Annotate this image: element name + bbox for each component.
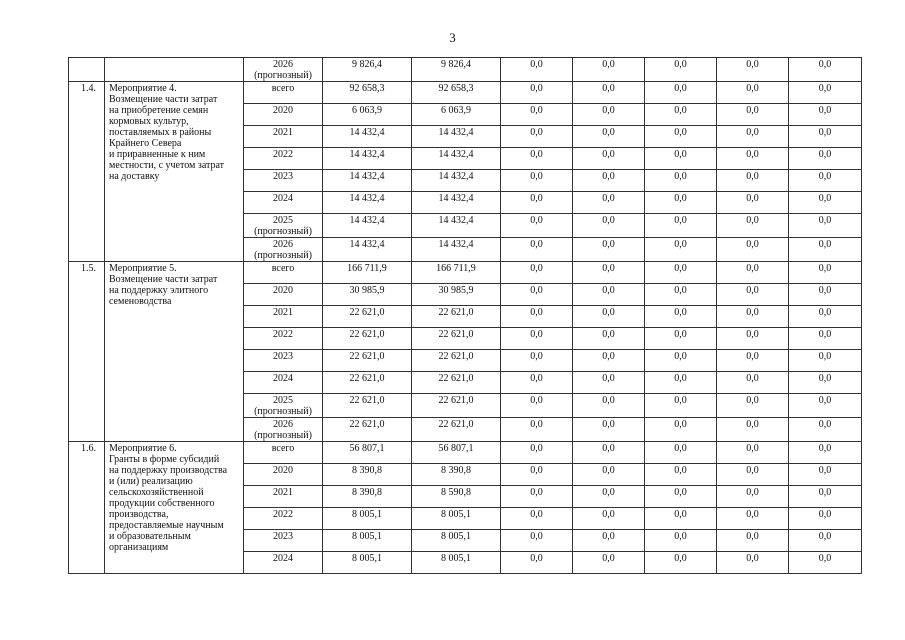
zero-amount-cell: 0,0 (717, 552, 789, 574)
year-label: 2024 (273, 193, 293, 204)
amount-cell: 8 390,8 (412, 464, 501, 486)
zero-amount-cell: 0,0 (573, 284, 645, 306)
amount-cell: 56 807,1 (323, 442, 412, 464)
zero-amount-cell: 0,0 (645, 284, 717, 306)
zero-amount-cell: 0,0 (717, 82, 789, 104)
zero-amount-cell: 0,0 (717, 486, 789, 508)
zero-amount-cell: 0,0 (501, 508, 573, 530)
year-label: 2022 (273, 149, 293, 160)
zero-amount-cell: 0,0 (789, 170, 862, 192)
amount-cell: 14 432,4 (412, 170, 501, 192)
amount-cell: 14 432,4 (412, 214, 501, 238)
zero-amount-cell: 0,0 (789, 284, 862, 306)
zero-amount-cell: 0,0 (573, 82, 645, 104)
zero-amount-cell: 0,0 (501, 104, 573, 126)
zero-amount-cell: 0,0 (645, 464, 717, 486)
zero-amount-cell: 0,0 (789, 394, 862, 418)
year-label: 2023 (273, 171, 293, 182)
zero-amount-cell: 0,0 (717, 170, 789, 192)
zero-amount-cell: 0,0 (645, 148, 717, 170)
zero-amount-cell: 0,0 (717, 372, 789, 394)
zero-amount-cell: 0,0 (717, 214, 789, 238)
measure-name-line: организациям (109, 542, 169, 553)
measure-name-line: поставляемых в районы (109, 127, 212, 138)
zero-amount-cell: 0,0 (573, 552, 645, 574)
measure-name-line: Мероприятие 6. (109, 443, 177, 454)
measure-name-line: Возмещение части затрат (109, 274, 218, 285)
year-label: 2025 (273, 215, 293, 226)
year-label: 2024 (273, 553, 293, 564)
zero-amount-cell: 0,0 (645, 418, 717, 442)
zero-amount-cell: 0,0 (501, 148, 573, 170)
zero-amount-cell: 0,0 (789, 104, 862, 126)
year-cell (244, 126, 323, 148)
zero-amount-cell: 0,0 (501, 442, 573, 464)
zero-amount-cell: 0,0 (717, 394, 789, 418)
amount-cell: 22 621,0 (323, 372, 412, 394)
measure-name-line: предоставляемые научным (109, 520, 224, 531)
year-cell (244, 214, 323, 238)
zero-amount-cell: 0,0 (645, 394, 717, 418)
zero-amount-cell: 0,0 (645, 214, 717, 238)
year-cell (244, 372, 323, 394)
budget-table (68, 57, 862, 574)
year-cell (244, 148, 323, 170)
zero-amount-cell: 0,0 (573, 214, 645, 238)
zero-amount-cell: 0,0 (645, 486, 717, 508)
measure-name-line: семеноводства (109, 296, 172, 307)
measure-name-line: местности, с учетом затрат (109, 160, 225, 171)
amount-cell: 8 005,1 (323, 552, 412, 574)
measure-name-line: на доставку (109, 171, 160, 182)
forecast-note: (прогнозный) (254, 226, 312, 237)
zero-amount-cell: 0,0 (645, 126, 717, 148)
zero-amount-cell: 0,0 (789, 328, 862, 350)
zero-amount-cell: 0,0 (501, 306, 573, 328)
zero-amount-cell: 0,0 (645, 530, 717, 552)
item-number: 1.5. (69, 262, 105, 442)
measure-name-line: Крайнего Севера (109, 138, 182, 149)
table-row (69, 442, 862, 464)
zero-amount-cell: 0,0 (573, 486, 645, 508)
zero-amount-cell: 0,0 (501, 552, 573, 574)
amount-cell: 14 432,4 (323, 148, 412, 170)
zero-amount-cell: 0,0 (789, 148, 862, 170)
amount-cell: 22 621,0 (323, 394, 412, 418)
amount-cell: 9 826,4 (412, 58, 501, 82)
year-cell (244, 170, 323, 192)
empty-name-cell (105, 58, 244, 82)
zero-amount-cell: 0,0 (789, 442, 862, 464)
zero-amount-cell: 0,0 (501, 58, 573, 82)
zero-amount-cell: 0,0 (717, 238, 789, 262)
table-body (69, 58, 862, 574)
amount-cell: 14 432,4 (323, 192, 412, 214)
zero-amount-cell: 0,0 (717, 464, 789, 486)
zero-amount-cell: 0,0 (501, 394, 573, 418)
amount-cell: 14 432,4 (323, 170, 412, 192)
zero-amount-cell: 0,0 (501, 350, 573, 372)
zero-amount-cell: 0,0 (789, 350, 862, 372)
year-cell (244, 350, 323, 372)
year-cell (244, 284, 323, 306)
amount-cell: 22 621,0 (412, 350, 501, 372)
zero-amount-cell: 0,0 (789, 82, 862, 104)
amount-cell: 22 621,0 (323, 350, 412, 372)
year-cell (244, 418, 323, 442)
year-label: 2026 (273, 239, 293, 250)
zero-amount-cell: 0,0 (573, 58, 645, 82)
zero-amount-cell: 0,0 (501, 284, 573, 306)
zero-amount-cell: 0,0 (501, 530, 573, 552)
zero-amount-cell: 0,0 (573, 372, 645, 394)
amount-cell: 22 621,0 (412, 394, 501, 418)
zero-amount-cell: 0,0 (645, 58, 717, 82)
zero-amount-cell: 0,0 (645, 552, 717, 574)
amount-cell: 8 590,8 (412, 486, 501, 508)
measure-name (105, 262, 244, 442)
amount-cell: 92 658,3 (412, 82, 501, 104)
amount-cell: 9 826,4 (323, 58, 412, 82)
year-cell (244, 104, 323, 126)
year-label: 2021 (273, 127, 293, 138)
zero-amount-cell: 0,0 (789, 192, 862, 214)
year-cell (244, 192, 323, 214)
year-cell (244, 442, 323, 464)
zero-amount-cell: 0,0 (717, 104, 789, 126)
year-cell (244, 238, 323, 262)
amount-cell: 30 985,9 (323, 284, 412, 306)
year-label: 2024 (273, 373, 293, 384)
zero-amount-cell: 0,0 (789, 486, 862, 508)
year-label: 2021 (273, 307, 293, 318)
amount-cell: 22 621,0 (412, 328, 501, 350)
zero-amount-cell: 0,0 (501, 418, 573, 442)
forecast-note: (прогнозный) (254, 430, 312, 441)
zero-amount-cell: 0,0 (573, 350, 645, 372)
zero-amount-cell: 0,0 (645, 350, 717, 372)
measure-name-line: производства, (109, 509, 169, 520)
measure-name-line: Гранты в форме субсидий (109, 454, 220, 465)
amount-cell: 92 658,3 (323, 82, 412, 104)
year-label: 2020 (273, 105, 293, 116)
zero-amount-cell: 0,0 (501, 170, 573, 192)
measure-name-line: на приобретение семян (109, 105, 209, 116)
forecast-note: (прогнозный) (254, 250, 312, 261)
amount-cell: 8 005,1 (323, 530, 412, 552)
amount-cell: 22 621,0 (323, 328, 412, 350)
year-label: 2026 (273, 59, 293, 70)
zero-amount-cell: 0,0 (717, 262, 789, 284)
forecast-note: (прогнозный) (254, 70, 312, 81)
year-cell (244, 262, 323, 284)
year-label: 2022 (273, 509, 293, 520)
measure-name (105, 82, 244, 262)
amount-cell: 8 390,8 (323, 464, 412, 486)
measure-name-line: Мероприятие 4. (109, 83, 177, 94)
zero-amount-cell: 0,0 (789, 418, 862, 442)
zero-amount-cell: 0,0 (645, 442, 717, 464)
amount-cell: 22 621,0 (412, 306, 501, 328)
zero-amount-cell: 0,0 (573, 508, 645, 530)
zero-amount-cell: 0,0 (789, 238, 862, 262)
zero-amount-cell: 0,0 (645, 238, 717, 262)
amount-cell: 6 063,9 (323, 104, 412, 126)
table-row (69, 58, 862, 82)
zero-amount-cell: 0,0 (573, 126, 645, 148)
amount-cell: 14 432,4 (412, 126, 501, 148)
year-cell (244, 328, 323, 350)
zero-amount-cell: 0,0 (789, 464, 862, 486)
amount-cell: 14 432,4 (412, 148, 501, 170)
amount-cell: 14 432,4 (323, 126, 412, 148)
amount-cell: 22 621,0 (323, 306, 412, 328)
zero-amount-cell: 0,0 (573, 148, 645, 170)
zero-amount-cell: 0,0 (501, 262, 573, 284)
zero-amount-cell: 0,0 (645, 372, 717, 394)
zero-amount-cell: 0,0 (501, 328, 573, 350)
zero-amount-cell: 0,0 (717, 306, 789, 328)
table-row (69, 262, 862, 284)
zero-amount-cell: 0,0 (789, 306, 862, 328)
measure-name-line: Мероприятие 5. (109, 263, 177, 274)
zero-amount-cell: 0,0 (501, 126, 573, 148)
zero-amount-cell: 0,0 (501, 192, 573, 214)
zero-amount-cell: 0,0 (645, 306, 717, 328)
zero-amount-cell: 0,0 (717, 530, 789, 552)
zero-amount-cell: 0,0 (717, 284, 789, 306)
measure-name-line: продукции собственного (109, 498, 215, 509)
zero-amount-cell: 0,0 (501, 238, 573, 262)
amount-cell: 6 063,9 (412, 104, 501, 126)
zero-amount-cell: 0,0 (789, 508, 862, 530)
zero-amount-cell: 0,0 (789, 214, 862, 238)
year-label: 2021 (273, 487, 293, 498)
year-label: 2023 (273, 531, 293, 542)
zero-amount-cell: 0,0 (645, 328, 717, 350)
zero-amount-cell: 0,0 (789, 552, 862, 574)
year-cell (244, 306, 323, 328)
year-cell (244, 394, 323, 418)
measure-name-line: сельскохозяйственной (109, 487, 204, 498)
zero-amount-cell: 0,0 (789, 530, 862, 552)
zero-amount-cell: 0,0 (501, 464, 573, 486)
amount-cell: 30 985,9 (412, 284, 501, 306)
empty-num-cell (69, 58, 105, 82)
zero-amount-cell: 0,0 (573, 238, 645, 262)
zero-amount-cell: 0,0 (717, 442, 789, 464)
year-cell (244, 58, 323, 82)
measure-name-line: и образовательным (109, 531, 191, 542)
zero-amount-cell: 0,0 (789, 372, 862, 394)
zero-amount-cell: 0,0 (789, 262, 862, 284)
measure-name-line: и приравненные к ним (109, 149, 206, 160)
zero-amount-cell: 0,0 (717, 418, 789, 442)
forecast-note: (прогнозный) (254, 406, 312, 417)
year-label: всего (271, 83, 295, 94)
zero-amount-cell: 0,0 (573, 306, 645, 328)
zero-amount-cell: 0,0 (717, 192, 789, 214)
zero-amount-cell: 0,0 (573, 104, 645, 126)
zero-amount-cell: 0,0 (717, 350, 789, 372)
zero-amount-cell: 0,0 (573, 170, 645, 192)
zero-amount-cell: 0,0 (717, 58, 789, 82)
zero-amount-cell: 0,0 (501, 486, 573, 508)
zero-amount-cell: 0,0 (645, 508, 717, 530)
year-cell (244, 552, 323, 574)
year-cell (244, 486, 323, 508)
amount-cell: 22 621,0 (412, 418, 501, 442)
year-label: 2020 (273, 285, 293, 296)
year-label: 2022 (273, 329, 293, 340)
zero-amount-cell: 0,0 (717, 126, 789, 148)
page-number: 3 (449, 30, 456, 45)
table-row (69, 82, 862, 104)
zero-amount-cell: 0,0 (789, 126, 862, 148)
year-label: 2020 (273, 465, 293, 476)
amount-cell: 22 621,0 (323, 418, 412, 442)
zero-amount-cell: 0,0 (645, 82, 717, 104)
measure-name (105, 442, 244, 574)
item-number: 1.6. (69, 442, 105, 574)
zero-amount-cell: 0,0 (573, 328, 645, 350)
zero-amount-cell: 0,0 (573, 464, 645, 486)
measure-name-line: на поддержку элитного (109, 285, 209, 296)
year-cell (244, 530, 323, 552)
zero-amount-cell: 0,0 (645, 262, 717, 284)
item-number: 1.4. (69, 82, 105, 262)
zero-amount-cell: 0,0 (789, 58, 862, 82)
year-label: 2025 (273, 395, 293, 406)
zero-amount-cell: 0,0 (501, 214, 573, 238)
amount-cell: 8 005,1 (412, 508, 501, 530)
year-label: всего (271, 263, 295, 274)
amount-cell: 22 621,0 (412, 372, 501, 394)
amount-cell: 8 005,1 (412, 552, 501, 574)
amount-cell: 8 390,8 (323, 486, 412, 508)
measure-name-line: на поддержку производства (109, 465, 228, 476)
zero-amount-cell: 0,0 (573, 418, 645, 442)
amount-cell: 14 432,4 (412, 238, 501, 262)
zero-amount-cell: 0,0 (573, 442, 645, 464)
measure-name-line: Возмещение части затрат (109, 94, 218, 105)
zero-amount-cell: 0,0 (645, 192, 717, 214)
year-cell (244, 464, 323, 486)
amount-cell: 8 005,1 (323, 508, 412, 530)
zero-amount-cell: 0,0 (717, 148, 789, 170)
amount-cell: 14 432,4 (323, 214, 412, 238)
year-label: всего (271, 443, 295, 454)
year-cell (244, 82, 323, 104)
year-cell (244, 508, 323, 530)
zero-amount-cell: 0,0 (501, 82, 573, 104)
measure-name-line: кормовых культур, (109, 116, 189, 127)
zero-amount-cell: 0,0 (645, 104, 717, 126)
zero-amount-cell: 0,0 (645, 170, 717, 192)
zero-amount-cell: 0,0 (573, 262, 645, 284)
year-label: 2023 (273, 351, 293, 362)
amount-cell: 8 005,1 (412, 530, 501, 552)
zero-amount-cell: 0,0 (573, 530, 645, 552)
amount-cell: 14 432,4 (412, 192, 501, 214)
zero-amount-cell: 0,0 (717, 508, 789, 530)
amount-cell: 166 711,9 (323, 262, 412, 284)
zero-amount-cell: 0,0 (573, 394, 645, 418)
year-label: 2026 (273, 419, 293, 430)
measure-name-line: и (или) реализацию (109, 476, 193, 487)
zero-amount-cell: 0,0 (501, 372, 573, 394)
amount-cell: 56 807,1 (412, 442, 501, 464)
amount-cell: 14 432,4 (323, 238, 412, 262)
zero-amount-cell: 0,0 (717, 328, 789, 350)
amount-cell: 166 711,9 (412, 262, 501, 284)
zero-amount-cell: 0,0 (573, 192, 645, 214)
